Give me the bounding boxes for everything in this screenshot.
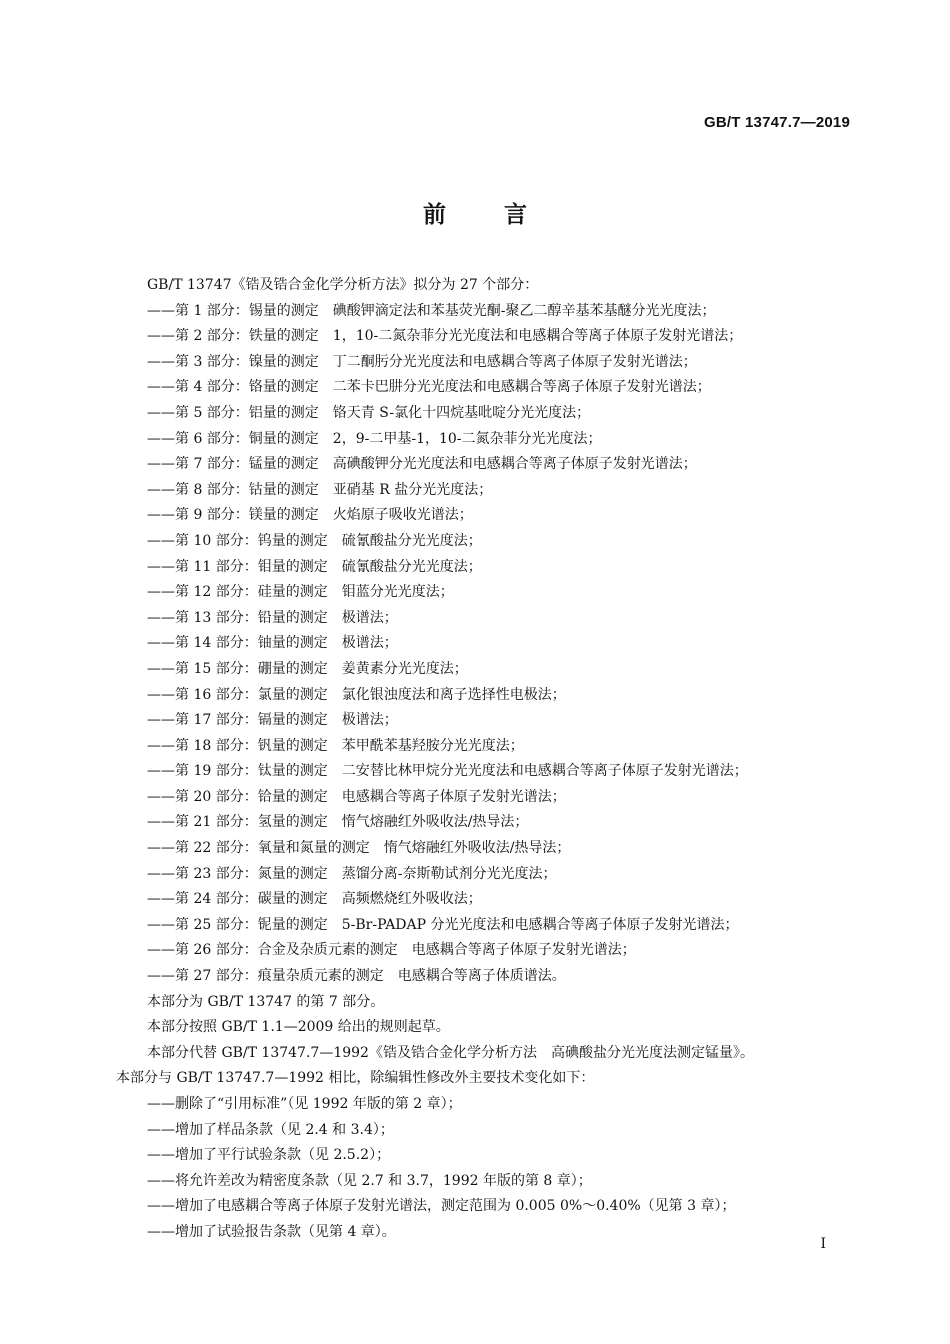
list-item: ——第 23 部分：氮量的测定 蒸馏分离-奈斯勒试剂分光光度法； (147, 865, 557, 882)
list-item: ——第 5 部分：铝量的测定 铬天青 S-氯化十四烷基吡啶分光光度法； (147, 404, 591, 421)
list-item: ——第 22 部分：氧量和氮量的测定 惰气熔融红外吸收法/热导法； (147, 840, 571, 857)
list-item: ——第 27 部分：痕量杂质元素的测定 电感耦合等离子体质谱法。 (147, 968, 566, 985)
parts-list (116, 299, 856, 990)
list-item: ——第 4 部分：铬量的测定 二苯卡巴肼分光光度法和电感耦合等离子体原子发射光谱法； (147, 379, 711, 396)
list-item: ——第 17 部分：镉量的测定 极谱法； (147, 712, 398, 729)
list-item: ——增加了样品条款（见 2.4 和 3.4）； (147, 1121, 394, 1138)
replaces-statement: 本部分代替 GB/T 13747.7—1992《锆及锆合金化学分析方法 高碘酸盐分光光度法测定锰量》。 (147, 1044, 754, 1061)
list-item: ——第 24 部分：碳量的测定 高频燃烧红外吸收法； (147, 891, 482, 908)
list-item: ——第 8 部分：钴量的测定 亚硝基 R 盐分光光度法； (147, 481, 493, 498)
list-item: ——第 25 部分：铌量的测定 5-Br-PADAP 分光光度法和电感耦合等离子体原子发射光谱法； (147, 916, 739, 933)
list-item: ——增加了平行试验条款（见 2.5.2）； (147, 1147, 391, 1164)
list-item: ——第 9 部分：镁量的测定 火焰原子吸收光谱法； (147, 507, 473, 524)
list-item: ——第 21 部分：氢量的测定 惰气熔融红外吸收法/热导法； (147, 814, 529, 831)
list-item: ——第 12 部分：硅量的测定 钼蓝分光光度法； (147, 584, 454, 601)
list-item: ——第 16 部分：氯量的测定 氯化银浊度法和离子选择性电极法； (147, 686, 566, 703)
list-item: ——第 19 部分：钛量的测定 二安替比林甲烷分光光度法和电感耦合等离子体原子发射光谱法； (147, 763, 748, 780)
list-item: ——增加了试验报告条款（见第 4 章）。 (147, 1223, 396, 1240)
list-item: ——第 6 部分：铜量的测定 2，9-二甲基-1，10-二氮杂菲分光光度法； (147, 430, 602, 447)
changes-intro: 本部分与 GB/T 13747.7—1992 相比，除编辑性修改外主要技术变化如下： (116, 1070, 595, 1087)
list-item: ——将允许差改为精密度条款（见 2.7 和 3.7，1992 年版的第 8 章）； (147, 1172, 592, 1189)
foreword-body (116, 273, 856, 1246)
list-item: ——第 11 部分：钼量的测定 硫氰酸盐分光光度法； (147, 558, 482, 575)
list-item: ——第 15 部分：硼量的测定 姜黄素分光光度法； (147, 660, 468, 677)
intro-paragraph: GB/T 13747《锆及锆合金化学分析方法》拟分为 27 个部分： (147, 277, 539, 293)
list-item: ——第 13 部分：铅量的测定 极谱法； (147, 609, 398, 626)
list-item: ——增加了电感耦合等离子体原子发射光谱法，测定范围为 0.005 0%～0.40%（见第 3 章）； (147, 1198, 736, 1215)
drafting-statement: 本部分按照 GB/T 1.1—2009 给出的规则起草。 (147, 1019, 450, 1036)
list-item: ——第 3 部分：镍量的测定 丁二酮肟分光光度法和电感耦合等离子体原子发射光谱法； (147, 353, 697, 370)
list-item: ——第 2 部分：铁量的测定 1，10-二氮杂菲分光光度法和电感耦合等离子体原子发射光谱法； (147, 328, 743, 345)
list-item: ——第 10 部分：钨量的测定 硫氰酸盐分光光度法； (147, 532, 482, 549)
page-number: I (820, 1236, 826, 1252)
standard-code: GB/T 13747.7—2019 (704, 114, 850, 131)
changes-list (116, 1092, 856, 1246)
part-of-statement: 本部分为 GB/T 13747 的第 7 部分。 (147, 993, 385, 1010)
list-item: ——第 14 部分：铀量的测定 极谱法； (147, 635, 398, 652)
list-item: ——第 20 部分：铪量的测定 电感耦合等离子体原子发射光谱法； (147, 788, 566, 805)
list-item: ——删除了“引用标准”（见 1992 年版的第 2 章）； (147, 1096, 462, 1112)
list-item: ——第 7 部分：锰量的测定 高碘酸钾分光光度法和电感耦合等离子体原子发射光谱法； (147, 456, 697, 473)
list-item: ——第 1 部分：锡量的测定 碘酸钾滴定法和苯基荧光酮-聚乙二醇辛基苯基醚分光光度法； (147, 302, 716, 319)
list-item: ——第 26 部分：合金及杂质元素的测定 电感耦合等离子体原子发射光谱法； (147, 942, 636, 959)
list-item: ——第 18 部分：钒量的测定 苯甲酰苯基羟胺分光光度法； (147, 737, 524, 754)
page-title: 前言 (423, 202, 585, 228)
